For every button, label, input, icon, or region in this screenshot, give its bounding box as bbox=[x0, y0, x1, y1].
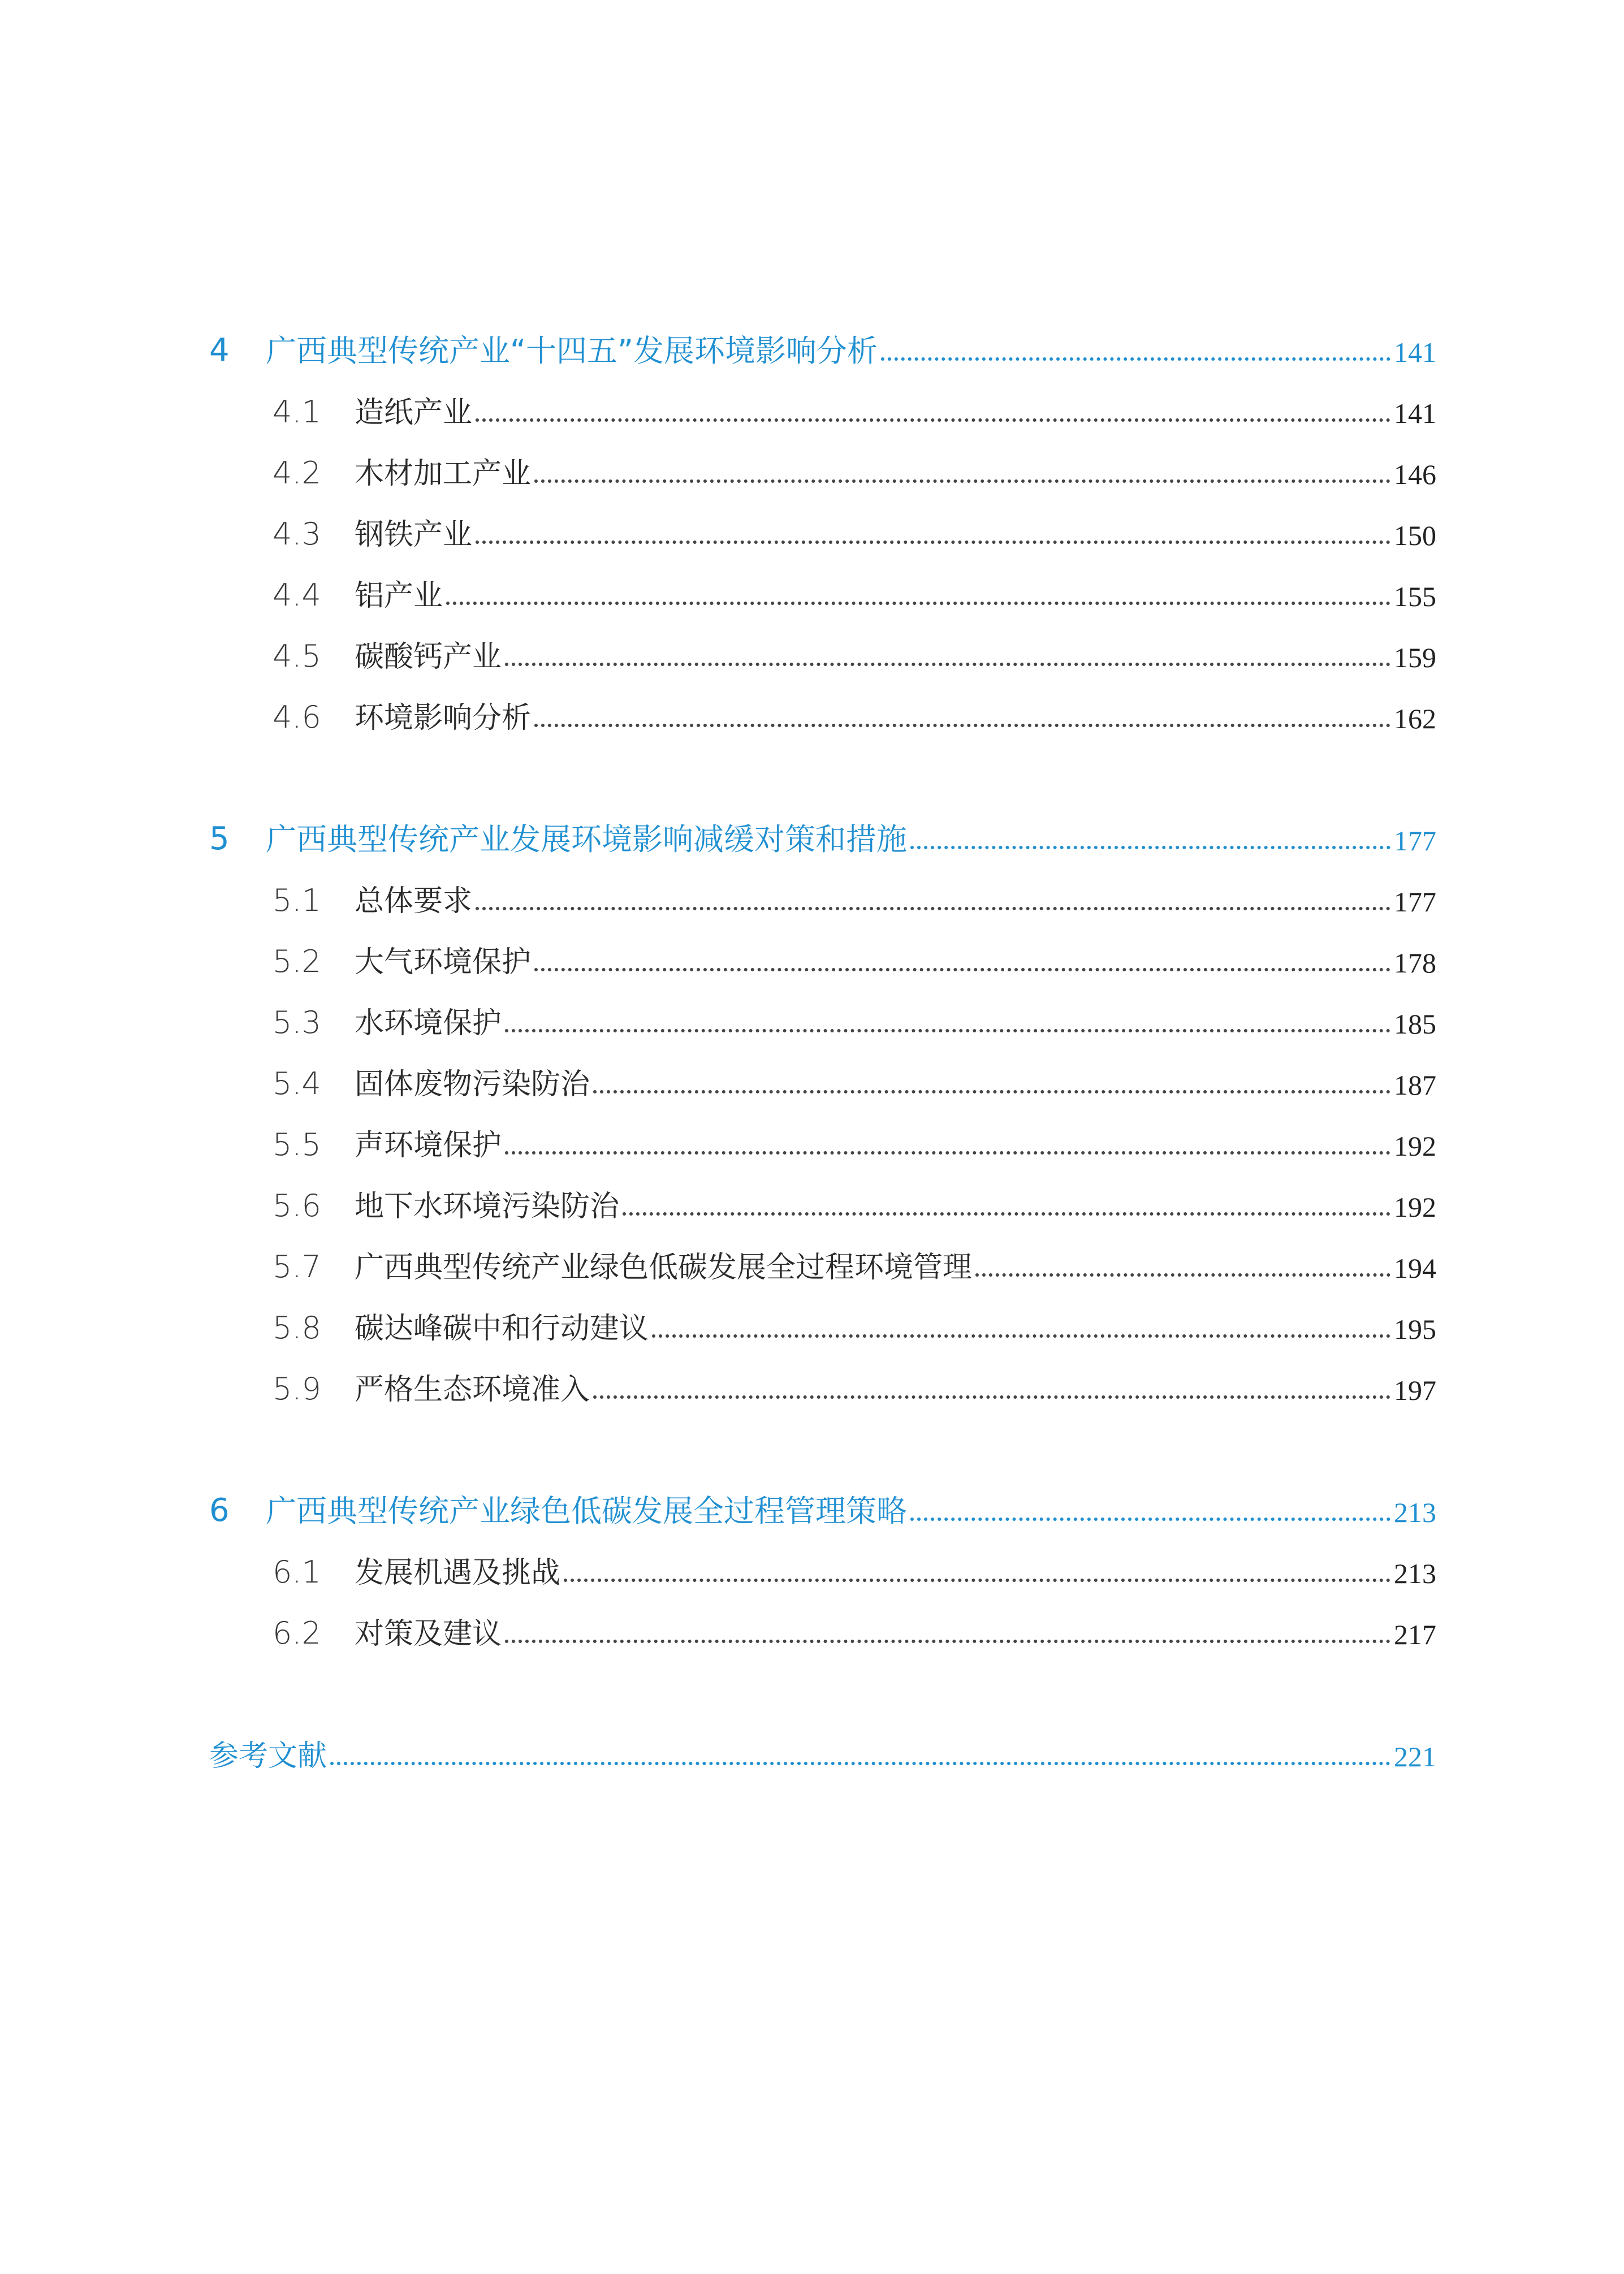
toc-entry-section[interactable] bbox=[209, 1527, 1436, 1588]
toc-entry-section[interactable] bbox=[209, 1160, 1436, 1224]
page-number: 194 bbox=[1394, 1252, 1436, 1284]
references-title: 参考文献 bbox=[209, 1739, 327, 1773]
page-number: 213 bbox=[1394, 1497, 1436, 1528]
toc-entry-section[interactable] bbox=[209, 1282, 1436, 1346]
section-title: 总体要求 bbox=[355, 884, 473, 918]
page-number: 185 bbox=[1394, 1008, 1436, 1040]
page-number: 150 bbox=[1394, 520, 1436, 551]
section-number: 5.6 bbox=[273, 1188, 321, 1224]
section-number: 4.6 bbox=[273, 699, 321, 735]
page-number: 192 bbox=[1394, 1191, 1436, 1223]
section-title: 水环境保护 bbox=[355, 1006, 502, 1040]
dot-leader bbox=[652, 1334, 1390, 1338]
section-title: 地下水环境污染防治 bbox=[355, 1190, 620, 1224]
page-number: 141 bbox=[1394, 336, 1436, 368]
page-number: 159 bbox=[1394, 642, 1436, 673]
dot-leader bbox=[476, 418, 1390, 422]
section-number: 5.7 bbox=[273, 1249, 321, 1285]
page-number: 197 bbox=[1394, 1374, 1436, 1406]
chapter-title: 广西典型传统产业发展环境影响减缓对策和措施 bbox=[266, 822, 907, 857]
page-number: 187 bbox=[1394, 1069, 1436, 1101]
section-number: 4.4 bbox=[273, 577, 321, 613]
dot-leader bbox=[446, 602, 1390, 605]
section-title: 广西典型传统产业绿色低碳发展全过程环境管理 bbox=[355, 1251, 973, 1285]
toc-entry-section[interactable] bbox=[209, 1343, 1436, 1407]
chapter-title: 广西典型传统产业绿色低碳发展全过程管理策略 bbox=[266, 1493, 907, 1529]
toc-entry-section[interactable] bbox=[209, 550, 1436, 611]
section-number: 5.4 bbox=[273, 1066, 321, 1101]
chapter-number: 6 bbox=[209, 1492, 230, 1529]
toc-entry-section[interactable] bbox=[209, 1588, 1436, 1649]
section-number: 4.2 bbox=[273, 455, 321, 491]
toc-entry-references[interactable] bbox=[209, 1710, 1436, 1771]
section-title: 环境影响分析 bbox=[355, 701, 532, 735]
section-title: 固体废物污染防治 bbox=[355, 1067, 590, 1101]
section-title: 声环境保护 bbox=[355, 1129, 502, 1162]
chapter-title: 广西典型传统产业“十四五”发展环境影响分析 bbox=[266, 333, 878, 369]
toc-entry-section[interactable] bbox=[209, 427, 1436, 491]
section-title: 铝产业 bbox=[355, 579, 443, 613]
section-title: 碳酸钙产业 bbox=[355, 640, 502, 674]
page-number: 141 bbox=[1394, 397, 1436, 429]
dot-leader bbox=[910, 846, 1390, 849]
dot-leader bbox=[476, 541, 1390, 544]
dot-leader bbox=[881, 357, 1390, 361]
page-number: 192 bbox=[1394, 1130, 1436, 1162]
toc-entry-section[interactable] bbox=[209, 977, 1436, 1038]
section-number: 5.3 bbox=[273, 1005, 321, 1040]
toc-entry-section[interactable] bbox=[209, 488, 1436, 550]
dot-leader bbox=[593, 1395, 1390, 1399]
section-title: 木材加工产业 bbox=[355, 457, 532, 491]
toc-entry-chapter[interactable] bbox=[209, 794, 1436, 855]
page-number: 213 bbox=[1394, 1558, 1436, 1589]
page-number: 178 bbox=[1394, 947, 1436, 979]
chapter-4 bbox=[209, 305, 1436, 733]
section-title: 大气环境保护 bbox=[355, 945, 532, 979]
dot-leader bbox=[910, 1518, 1390, 1521]
dot-leader bbox=[623, 1212, 1390, 1216]
toc-entry-section[interactable] bbox=[209, 916, 1436, 977]
page-number: 195 bbox=[1394, 1313, 1436, 1345]
section-number: 5.8 bbox=[273, 1310, 321, 1346]
section-number: 5.9 bbox=[273, 1371, 321, 1407]
section-number: 4.5 bbox=[273, 638, 321, 674]
page-number: 155 bbox=[1394, 581, 1436, 612]
dot-leader bbox=[505, 663, 1390, 666]
dot-leader bbox=[330, 1762, 1390, 1765]
dot-leader bbox=[476, 907, 1390, 910]
section-title: 对策及建议 bbox=[355, 1617, 502, 1651]
section-title: 严格生态环境准入 bbox=[355, 1373, 590, 1407]
toc-entry-chapter[interactable] bbox=[209, 1465, 1436, 1527]
page-number: 221 bbox=[1394, 1741, 1436, 1772]
section-number: 4.1 bbox=[273, 394, 321, 430]
page-number: 177 bbox=[1394, 825, 1436, 857]
dot-leader bbox=[505, 1151, 1390, 1155]
dot-leader bbox=[975, 1273, 1390, 1277]
page-number: 162 bbox=[1394, 703, 1436, 734]
dot-leader bbox=[564, 1579, 1390, 1582]
dot-leader bbox=[534, 479, 1390, 483]
dot-leader bbox=[505, 1640, 1390, 1643]
section-number: 5.1 bbox=[273, 883, 321, 918]
section-title: 发展机遇及挑战 bbox=[355, 1556, 561, 1590]
section-number: 6.1 bbox=[273, 1554, 321, 1590]
page-number: 217 bbox=[1394, 1619, 1436, 1650]
toc-entry-section[interactable] bbox=[209, 1221, 1436, 1285]
dot-leader bbox=[534, 724, 1390, 727]
dot-leader bbox=[534, 968, 1390, 971]
section-title: 钢铁产业 bbox=[355, 518, 473, 552]
toc-entry-section[interactable] bbox=[209, 672, 1436, 733]
chapter-number: 4 bbox=[209, 332, 230, 369]
dot-leader bbox=[593, 1090, 1390, 1093]
toc-entry-section[interactable] bbox=[209, 855, 1436, 916]
toc-entry-section[interactable] bbox=[209, 611, 1436, 672]
section-number: 5.2 bbox=[273, 944, 321, 979]
toc-entry-chapter[interactable] bbox=[209, 305, 1436, 369]
page-number: 146 bbox=[1394, 459, 1436, 490]
chapter-6 bbox=[209, 1465, 1436, 1649]
chapter-5 bbox=[209, 794, 1436, 1407]
toc-entry-section[interactable] bbox=[209, 366, 1436, 430]
page-number: 177 bbox=[1394, 886, 1436, 918]
table-of-contents bbox=[209, 305, 1436, 1771]
section-title: 造纸产业 bbox=[355, 396, 473, 430]
toc-entry-section[interactable] bbox=[209, 1099, 1436, 1160]
chapter-number: 5 bbox=[209, 820, 230, 857]
dot-leader bbox=[505, 1029, 1390, 1032]
section-number: 5.5 bbox=[273, 1127, 321, 1162]
section-number: 4.3 bbox=[273, 516, 321, 552]
section-title: 碳达峰碳中和行动建议 bbox=[355, 1312, 649, 1346]
toc-entry-section[interactable] bbox=[209, 1038, 1436, 1099]
section-number: 6.2 bbox=[273, 1615, 321, 1651]
